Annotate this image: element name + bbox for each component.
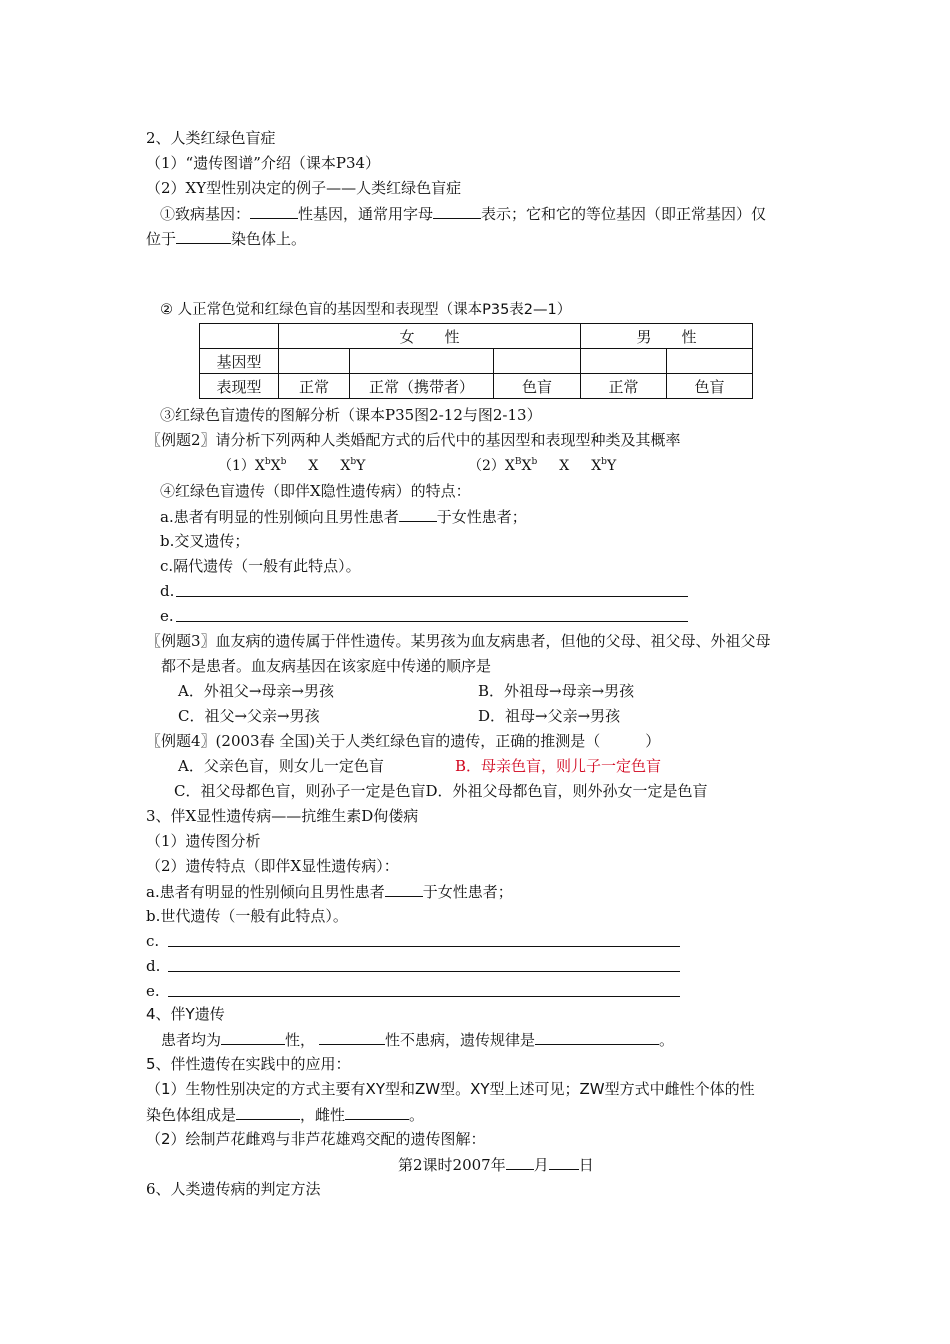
superscript: b	[350, 457, 357, 467]
text: 性基因，通常用字母	[298, 205, 434, 223]
text: 染色体组成是	[146, 1106, 237, 1124]
cross-symbol: X	[308, 458, 319, 474]
table-cell: 正常（携带者）	[350, 374, 494, 399]
text: 第2课时2007年	[398, 1156, 506, 1174]
trait-a	[146, 881, 513, 902]
section-4-title: 4、伴Y遗传	[146, 1005, 225, 1023]
trait-e: e.	[160, 607, 174, 625]
text: X	[270, 458, 281, 474]
text: 位于	[146, 230, 177, 248]
text: Y	[606, 458, 617, 474]
trait-d: d.	[160, 582, 175, 600]
item-5-1-cont	[146, 1104, 424, 1125]
text: 性，	[285, 1031, 316, 1049]
section-6-title: 6、人类遗传病的判定方法	[146, 1180, 321, 1198]
item-3-1: （1）遗传图分析	[146, 832, 261, 850]
option-a[interactable]: A．父亲色盲，则女儿一定色盲	[178, 757, 384, 775]
item-5-1: （1）生物性别决定的方式主要有XY型和ZW型。XY型上述可见；ZW型方式中雌性个体的性	[146, 1080, 755, 1098]
superscript: b	[531, 457, 538, 467]
item-2-1: （1）“遗传图谱”介绍（课本P34）	[146, 154, 381, 172]
answer-blank[interactable]	[399, 506, 437, 522]
table-header-male: 男 性	[581, 324, 753, 349]
item-2-2: （2）XY型性别决定的例子——人类红绿色盲症	[146, 179, 462, 197]
answer-blank[interactable]	[345, 1104, 409, 1120]
answer-line[interactable]	[168, 996, 680, 997]
table-empty	[200, 324, 279, 349]
text: （2）X	[468, 458, 515, 474]
trait-e: e.	[146, 982, 160, 1000]
text: a.患者有明显的性别倾向且男性患者	[146, 883, 385, 901]
answer-line[interactable]	[176, 621, 688, 622]
answer-blank[interactable]	[176, 228, 231, 244]
trait-a	[160, 506, 527, 527]
answer-blank[interactable]	[549, 1154, 579, 1170]
text: a.患者有明显的性别倾向且男性患者	[160, 508, 399, 526]
text: 染色体上。	[231, 230, 307, 248]
option-a[interactable]: A．外祖父→母亲→男孩	[178, 682, 334, 700]
answer-blank[interactable]	[535, 1029, 659, 1045]
example-4: 〖例题4〗(2003春 全国)关于人类红绿色盲的遗传，正确的推测是（ ）	[146, 732, 661, 750]
superscript: b	[280, 457, 287, 467]
table-cell[interactable]	[581, 349, 667, 374]
example-2: 〖例题2〗请分析下列两种人类婚配方式的后代中的基因型和表现型种类及其概率	[146, 431, 681, 449]
section-3-title: 3、伴X显性遗传病——抗维生素D佝偻病	[146, 807, 419, 825]
section-4-line	[161, 1029, 674, 1050]
trait-b: b.世代遗传（一般有此特点）。	[146, 907, 348, 925]
answer-blank[interactable]	[319, 1029, 385, 1045]
genotype-table	[199, 323, 753, 399]
options-c-d[interactable]: C．祖父母都色盲，则孙子一定是色盲D．外祖父母都色盲，则外孙女一定是色盲	[174, 782, 708, 800]
text: X	[521, 458, 532, 474]
table-header-female: 女 性	[279, 324, 581, 349]
option-d[interactable]: D．祖母→父亲→男孩	[478, 707, 621, 725]
answer-line[interactable]	[168, 946, 680, 947]
option-b-answer[interactable]: B．母亲色盲，则儿子一定色盲	[455, 757, 662, 775]
text: X	[591, 458, 602, 474]
option-c[interactable]: C．祖父→父亲→男孩	[178, 707, 320, 725]
cross-symbol: X	[559, 458, 570, 474]
table-cell: 正常	[581, 374, 667, 399]
table-cell[interactable]	[494, 349, 581, 374]
table-cell: 色盲	[494, 374, 581, 399]
question-2-4: ④红绿色盲遗传（即伴X隐性遗传病）的特点：	[160, 482, 471, 500]
trait-d: d.	[146, 957, 161, 975]
item-5-2: （2）绘制芦花雌鸡与非芦花雄鸡交配的遗传图解：	[146, 1130, 486, 1148]
answer-blank[interactable]	[236, 1104, 300, 1120]
question-2-1	[160, 203, 766, 224]
text: ，雌性	[300, 1106, 346, 1124]
table-cell: 正常	[279, 374, 350, 399]
text: 表示；它和它的等位基因（即正常基因）仅	[481, 205, 767, 223]
trait-c: c.	[146, 932, 160, 950]
table-row-label: 基因型	[200, 349, 279, 374]
text: X	[340, 458, 351, 474]
superscript: B	[514, 457, 522, 467]
example-3-line-2: 都不是患者。血友病基因在该家庭中传递的顺序是	[161, 657, 492, 675]
table-cell[interactable]	[279, 349, 350, 374]
answer-line[interactable]	[168, 971, 680, 972]
table-cell[interactable]	[350, 349, 494, 374]
text: 日	[578, 1156, 594, 1174]
lesson-date	[398, 1154, 594, 1175]
table-cell: 色盲	[667, 374, 753, 399]
text: 。	[659, 1031, 675, 1049]
question-2-3: ③红绿色盲遗传的图解分析（课本P35图2-12与图2-13）	[160, 406, 542, 424]
question-2-1-cont	[146, 228, 306, 249]
item-3-2: （2）遗传特点（即伴X显性遗传病）：	[146, 857, 399, 875]
text: 性不患病，遗传规律是	[385, 1031, 536, 1049]
text: 于女性患者；	[436, 508, 527, 526]
section-5-title: 5、伴性遗传在实践中的应用：	[146, 1055, 351, 1073]
example-2-cross-2	[468, 456, 616, 476]
superscript: b	[601, 457, 607, 467]
text: Y	[356, 458, 366, 474]
answer-blank[interactable]	[433, 203, 481, 219]
example-2-cross-1	[218, 456, 365, 476]
answer-blank[interactable]	[221, 1029, 285, 1045]
example-3-line-1: 〖例题3〗血友病的遗传属于伴性遗传。某男孩为血友病患者，但他的父母、祖父母、外祖父母	[146, 632, 771, 650]
text: （1）X	[218, 458, 265, 474]
table-row-label: 表现型	[200, 374, 279, 399]
answer-blank[interactable]	[385, 881, 423, 897]
section-2-title: 2、人类红绿色盲症	[146, 129, 276, 147]
text: 患者均为	[161, 1031, 222, 1049]
answer-line[interactable]	[176, 596, 688, 597]
text: 于女性患者；	[422, 883, 513, 901]
text: ①致病基因：	[160, 205, 251, 223]
text: 月	[533, 1156, 549, 1174]
text: 。	[409, 1106, 425, 1124]
answer-blank[interactable]	[506, 1154, 534, 1170]
table-cell[interactable]	[667, 349, 753, 374]
answer-blank[interactable]	[250, 203, 298, 219]
superscript: b	[264, 457, 271, 467]
trait-b: b.交叉遗传；	[160, 532, 250, 550]
question-2-2: ② 人正常色觉和红绿色盲的基因型和表现型（课本P35表2—1）	[160, 302, 572, 318]
option-b[interactable]: B．外祖母→母亲→男孩	[478, 682, 635, 700]
trait-c: c.隔代遗传（一般有此特点）。	[160, 557, 361, 575]
